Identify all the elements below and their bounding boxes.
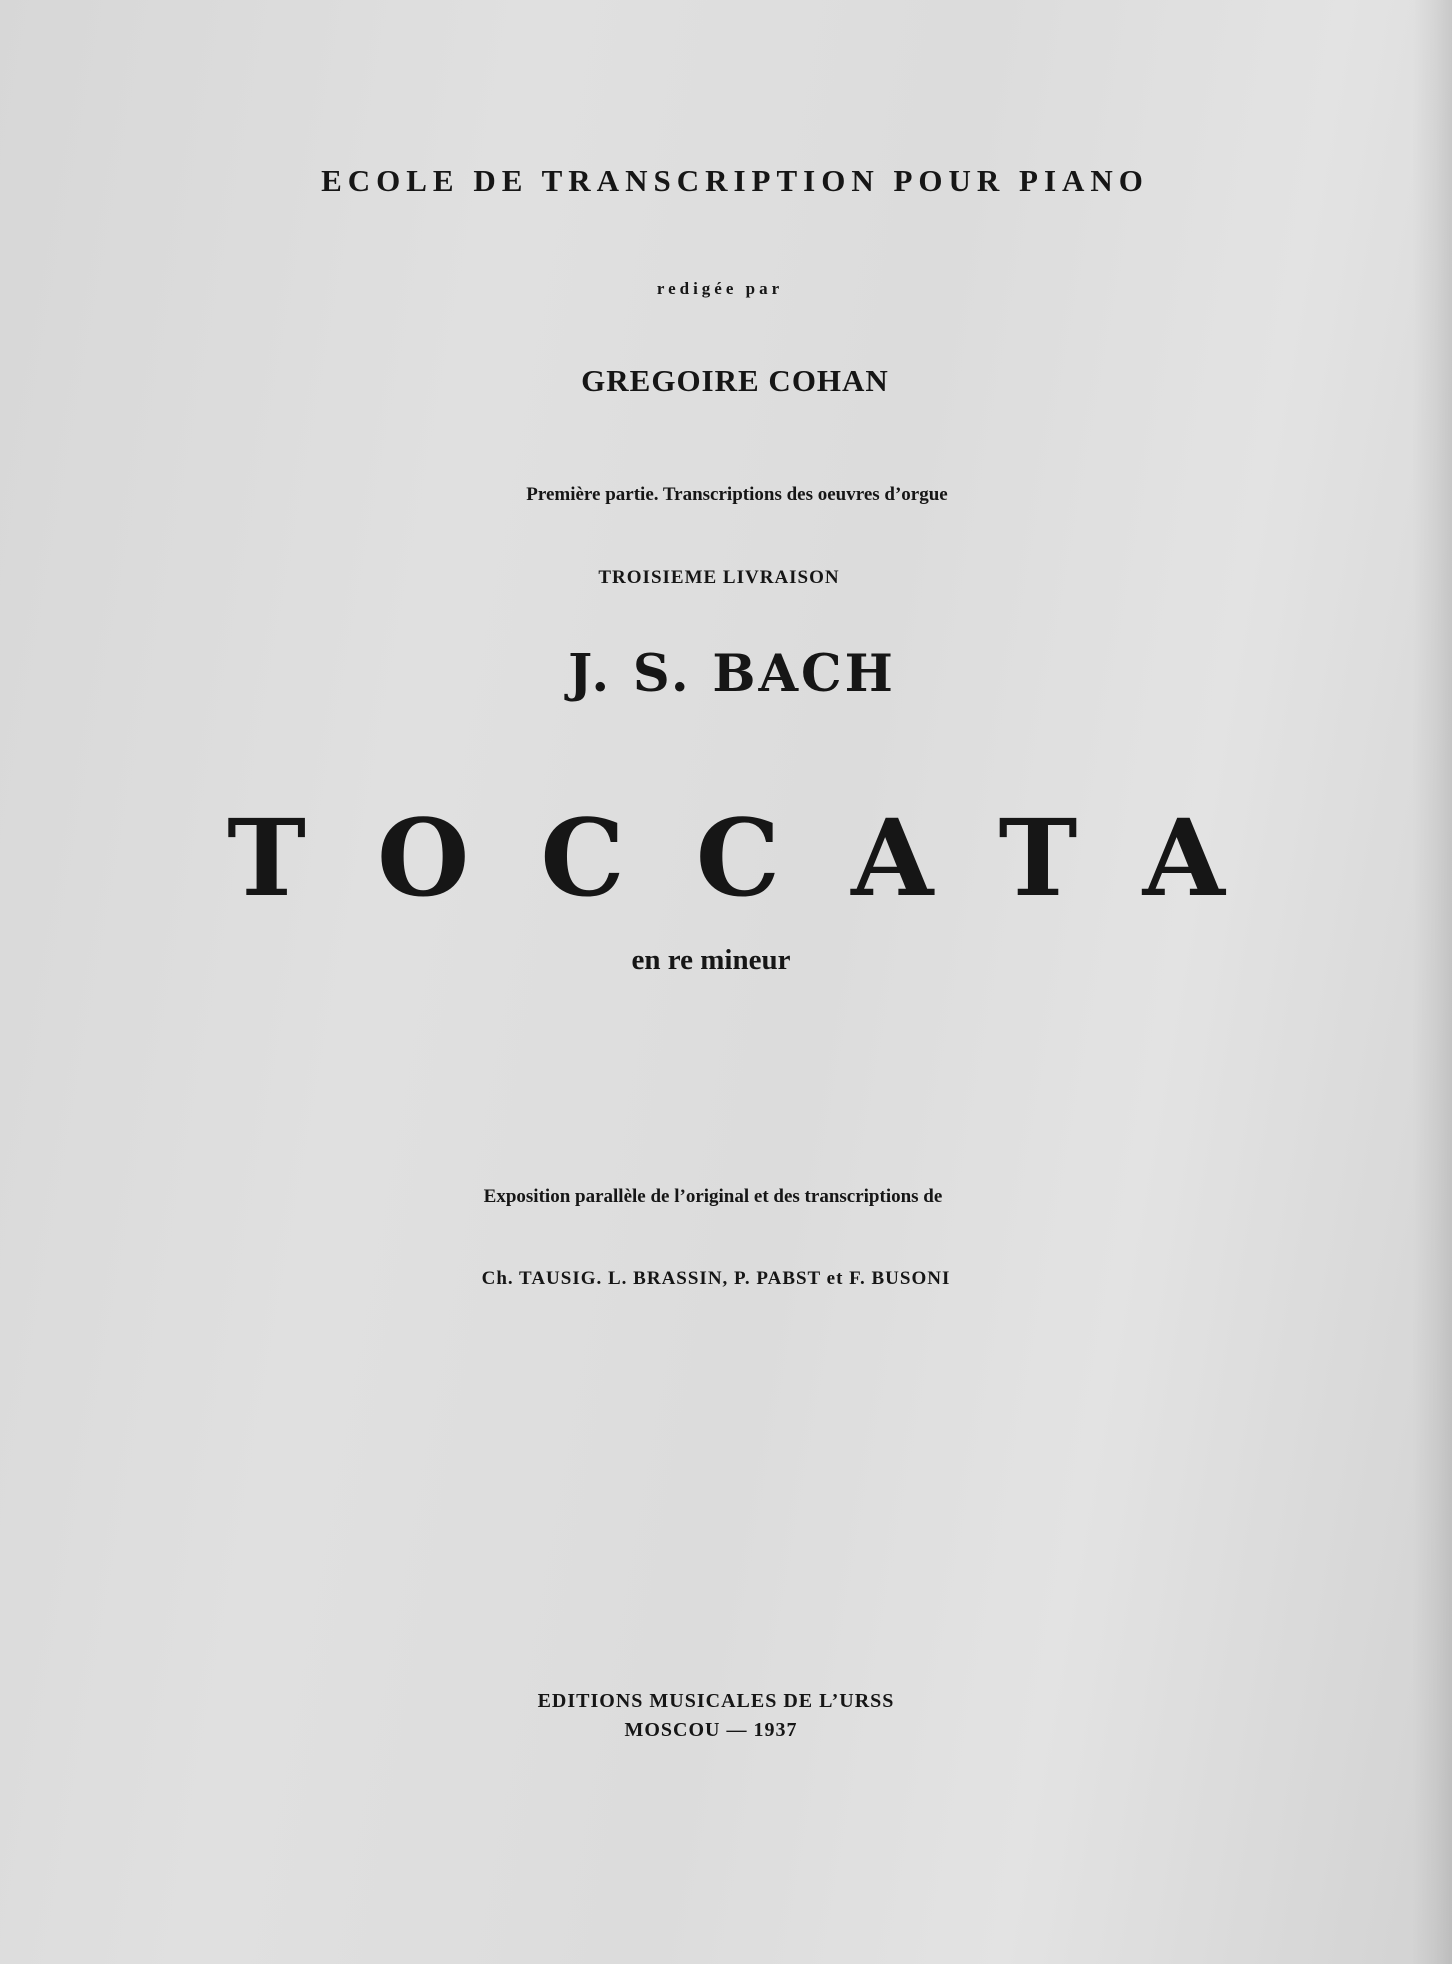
publisher-name: EDITIONS MUSICALES DE L’URSS [537, 1690, 895, 1712]
series-title: ECOLE DE TRANSCRIPTION POUR PIANO [321, 163, 1149, 198]
work-title: TOCCATA [227, 795, 1296, 920]
editor-name: GREGOIRE COHAN [581, 363, 889, 398]
key-subtitle: en re mineur [631, 944, 791, 976]
edited-by-label: redigée par [656, 279, 784, 298]
composer-name: J. S. BACH [568, 644, 896, 704]
part-description: Première partie. Transcriptions des oeuvres d’orgue [526, 484, 948, 505]
transcribers-list: Ch. TAUSIG. L. BRASSIN, P. PABST et F. BUSONI [481, 1268, 951, 1289]
place-and-year: MOSCOU — 1937 [624, 1719, 798, 1741]
issue-label: TROISIEME LIVRAISON [598, 567, 840, 588]
exposition-text: Exposition parallèle de l’original et des transcriptions de [483, 1186, 943, 1207]
